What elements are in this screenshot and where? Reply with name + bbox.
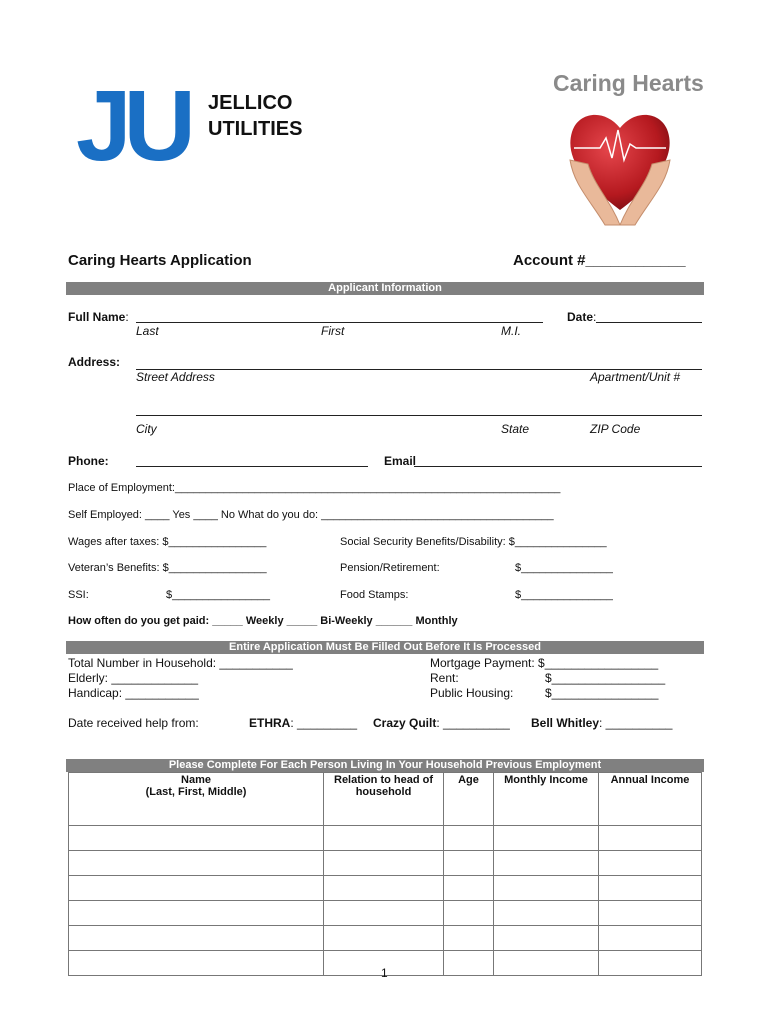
table-row [69, 876, 702, 901]
table-cell[interactable] [444, 901, 494, 926]
bell-whitley-field[interactable] [531, 716, 672, 730]
ssi-label: SSI: [68, 589, 89, 601]
ethra-field[interactable] [249, 716, 357, 730]
section-household-members: Please Complete For Each Person Living In Your Household Previous Employment [66, 759, 704, 772]
full-name-label [68, 310, 129, 324]
veterans-benefits[interactable]: Veteran’s Benefits: $________________ [68, 562, 267, 574]
table-cell[interactable] [69, 951, 324, 976]
header-age: Age [444, 773, 494, 826]
last-name-caption: Last [136, 324, 159, 338]
state-caption: State [501, 422, 530, 436]
logo-line2: UTILITIES [208, 118, 303, 140]
table-cell[interactable] [69, 901, 324, 926]
table-cell[interactable] [494, 826, 599, 851]
page-number: 1 [381, 966, 388, 980]
food-stamps-label: Food Stamps: [340, 589, 409, 601]
form-title: Caring Hearts Application [68, 252, 252, 269]
header-monthly-income: Monthly Income [494, 773, 599, 826]
middle-initial-caption: M.I. [501, 324, 521, 338]
apartment-caption: Apartment/Unit # [590, 370, 681, 384]
section-entire-application: Entire Application Must Be Filled Out Before It Is Processed [66, 641, 704, 654]
table-cell[interactable] [444, 876, 494, 901]
date-received-label: Date received help from: [68, 716, 199, 730]
table-cell[interactable] [444, 851, 494, 876]
jellico-logo [76, 80, 316, 170]
table-cell[interactable] [444, 826, 494, 851]
table-cell[interactable] [444, 951, 494, 976]
total-in-household[interactable]: Total Number in Household: ___________ [68, 656, 293, 670]
rent-field[interactable]: $_________________ [545, 671, 666, 685]
table-cell[interactable] [494, 876, 599, 901]
pension-label: Pension/Retirement: [340, 562, 440, 574]
pension-field[interactable]: $_______________ [515, 562, 613, 574]
account-number[interactable]: Account #____________ [513, 252, 686, 269]
table-cell[interactable] [599, 826, 702, 851]
ethra-line: : _________ [290, 716, 358, 730]
public-housing-label: Public Housing: [430, 686, 514, 700]
elderly-count[interactable]: Elderly: _____________ [68, 671, 199, 685]
city-caption: City [136, 422, 157, 436]
rent-label: Rent: [430, 671, 459, 685]
table-cell[interactable] [324, 926, 444, 951]
table-row [69, 926, 702, 951]
ssi-field[interactable]: $________________ [166, 589, 271, 601]
full-name-label-text: Full Name [68, 310, 126, 324]
table-cell[interactable] [324, 901, 444, 926]
ju-logo-mark [76, 80, 216, 170]
place-of-employment[interactable]: Place of Employment:_______________________________________________________________ [68, 482, 561, 494]
full-name-label-colon: : [125, 310, 129, 324]
table-cell[interactable] [324, 851, 444, 876]
table-cell[interactable] [69, 926, 324, 951]
table-cell[interactable] [494, 951, 599, 976]
table-header-row [69, 773, 702, 826]
bell-whitley-line: : __________ [599, 716, 673, 730]
self-employed[interactable]: Self Employed: ____ Yes ____ No What do you do: ______________________________________ [68, 509, 554, 521]
table-row [69, 901, 702, 926]
table-cell[interactable] [444, 926, 494, 951]
table-cell[interactable] [494, 926, 599, 951]
header-relation: Relation to head of household [324, 773, 444, 826]
table-row [69, 851, 702, 876]
zip-caption: ZIP Code [590, 422, 641, 436]
table-cell[interactable] [599, 901, 702, 926]
logo-mark-text: JU [76, 80, 188, 170]
heart-hands-icon [560, 100, 680, 226]
email-field[interactable] [414, 466, 702, 467]
first-name-caption: First [321, 324, 345, 338]
ethra-label: ETHRA [249, 716, 291, 730]
table-cell[interactable] [324, 876, 444, 901]
mortgage-payment[interactable]: Mortgage Payment: $_________________ [430, 656, 659, 670]
logo-line1: JELLICO [208, 92, 293, 114]
date-label-colon: : [593, 310, 597, 324]
table-cell[interactable] [324, 826, 444, 851]
date-field[interactable] [596, 322, 702, 323]
table-cell[interactable] [69, 826, 324, 851]
table-cell[interactable] [599, 876, 702, 901]
food-stamps-field[interactable]: $_______________ [515, 589, 613, 601]
wages-after-taxes[interactable]: Wages after taxes: $________________ [68, 536, 267, 548]
table-cell[interactable] [494, 901, 599, 926]
brand-title: Caring Hearts [553, 70, 704, 96]
street-address-caption: Street Address [136, 370, 215, 384]
date-label-text: Date [567, 310, 594, 324]
crazy-quilt-label: Crazy Quilt [373, 716, 437, 730]
table-cell[interactable] [69, 876, 324, 901]
crazy-quilt-field[interactable] [373, 716, 510, 730]
date-label [567, 310, 596, 324]
address-label: Address: [68, 355, 121, 369]
header-annual-income: Annual Income [599, 773, 702, 826]
social-security-benefits[interactable]: Social Security Benefits/Disability: $_______________ [340, 536, 607, 548]
email-label: Email [384, 454, 417, 468]
section-applicant-information: Applicant Information [66, 282, 704, 295]
household-table [68, 772, 702, 976]
handicap-count[interactable]: Handicap: ___________ [68, 686, 199, 700]
city-state-zip-field[interactable] [136, 415, 702, 416]
public-housing-field[interactable]: $________________ [545, 686, 659, 700]
table-cell[interactable] [494, 851, 599, 876]
crazy-quilt-line: : __________ [436, 716, 510, 730]
pay-frequency[interactable]: How often do you get paid: _____ Weekly _____ Bi-Weekly ______ Monthly [68, 615, 458, 627]
table-cell[interactable] [599, 926, 702, 951]
table-cell[interactable] [599, 951, 702, 976]
table-cell[interactable] [599, 851, 702, 876]
table-cell[interactable] [69, 851, 324, 876]
table-row [69, 826, 702, 851]
phone-field[interactable] [136, 466, 368, 467]
full-name-field[interactable] [136, 322, 543, 323]
bell-whitley-label: Bell Whitley [531, 716, 600, 730]
header-name: Name (Last, First, Middle) [69, 773, 324, 826]
phone-label: Phone: [68, 454, 109, 468]
